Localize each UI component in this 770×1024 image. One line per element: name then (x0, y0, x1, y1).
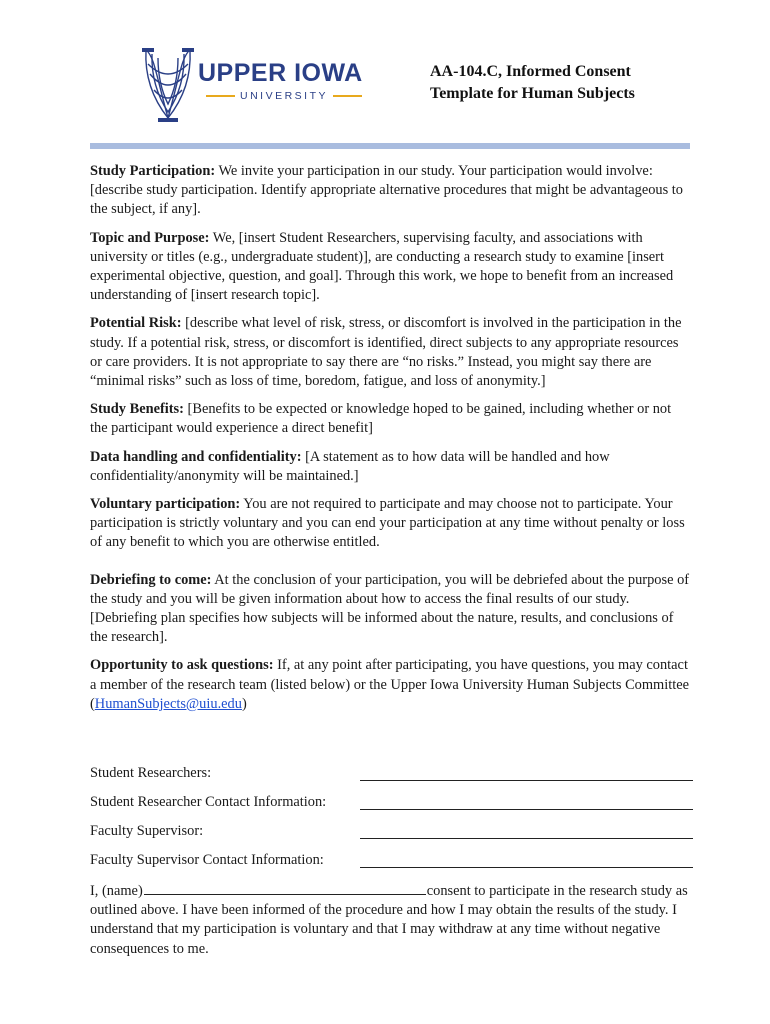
section-heading: Opportunity to ask questions: (90, 657, 274, 674)
field-label: Faculty Supervisor Contact Information: (90, 852, 324, 868)
section-body: If, at any point after participating, you have questions, you may contact a member of the research team (listed below) or the Upper Iowa University Human Subjects Committee ( (90, 657, 690, 712)
document-title (430, 61, 730, 105)
form-row-student-contact (90, 794, 695, 823)
uiu-arch-emblem-icon (140, 44, 196, 124)
document-title-line2: Template for Human Subjects (430, 85, 635, 102)
faculty-contact-field[interactable] (360, 867, 693, 868)
logo-subtitle-text: UNIVERSITY (240, 90, 329, 102)
form-row-faculty-contact (90, 852, 695, 881)
header-divider (90, 143, 690, 149)
section-voluntary-participation (90, 495, 690, 553)
logo-subtitle (206, 90, 362, 102)
field-label: Student Researchers: (90, 765, 212, 781)
consent-statement (90, 880, 690, 959)
logo-rule-left (206, 95, 235, 97)
logo-rule-right (333, 95, 362, 97)
section-study-participation (90, 162, 690, 220)
section-heading: Voluntary participation: (90, 496, 241, 513)
section-heading: Data handling and confidentiality: (90, 448, 302, 465)
signature-form (90, 765, 695, 881)
student-researchers-field[interactable] (360, 780, 693, 781)
document-title-line1: AA-104.C, Informed Consent (430, 63, 631, 80)
field-label: Faculty Supervisor: (90, 823, 204, 839)
logo-wordmark: UPPER IOWA (198, 59, 363, 87)
section-body: You are not required to participate and may choose not to participate. Your participation is strictly voluntary and you can end your participation at any time without penalty or loss of any benefit to which you are otherwise entitled. (90, 496, 685, 551)
section-body: [A statement as to how data will be handled and how confidentiality/anonymity will be maintained.] (90, 448, 610, 484)
form-row-faculty-supervisor (90, 823, 695, 852)
participant-name-field[interactable] (144, 880, 426, 895)
university-logo (140, 44, 380, 124)
email-link[interactable]: HumanSubjects@uiu.edu (94, 695, 242, 712)
section-potential-risk (90, 314, 690, 391)
section-heading: Potential Risk: (90, 315, 182, 332)
section-body: We, [insert Student Researchers, supervising faculty, and associations with university or titles (e.g., undergraduate student)], are conducting a research study to examine [insert experimental objective, question, and goal]. Through this work, we hope to benefit from an increased understanding of [insert research topic]. (90, 229, 674, 304)
section-heading: Study Participation: (90, 163, 216, 179)
field-label: Student Researcher Contact Information: (90, 794, 327, 810)
section-body: At the conclusion of your participation, you will be debriefed about the purpose of the study and you will be given information about how to access the final results of our study. [Debriefing plan specifies how subjects will be informed about the nature, results, and conclusions of the research]. (90, 571, 690, 646)
section-heading: Debriefing to come: (90, 571, 212, 588)
section-questions (90, 656, 690, 714)
student-contact-field[interactable] (360, 809, 693, 810)
section-heading: Topic and Purpose: (90, 229, 210, 246)
faculty-supervisor-field[interactable] (360, 838, 693, 839)
form-row-student-researchers (90, 765, 695, 794)
section-debriefing (90, 571, 690, 648)
section-study-benefits (90, 400, 690, 438)
section-heading: Study Benefits: (90, 401, 184, 418)
section-topic-purpose (90, 229, 690, 306)
section-data-handling (90, 448, 690, 486)
section-body-tail: ) (241, 695, 247, 712)
consent-text: consent to participate in the research study as outlined above. I have been informed of the procedure and how I may obtain the results of the study. I understand that my participation is voluntary and that I may withdraw at any time without negative consequences to me. (90, 883, 688, 957)
section-body: [Benefits to be expected or knowledge hoped to be gained, including whether or not the participant would experience a direct benefit] (90, 401, 672, 437)
section-body: [describe what level of risk, stress, or discomfort is involved in the participation in the study. If a potential risk, stress, or discomfort is identified, direct subjects to any appropriate resources or care providers. It is not appropriate to say there are “no risks.” Instead, you might say there are “minimal risks” such as loss of time, boredom, fatigue, and loss of anonymity.] (90, 315, 682, 390)
consent-sections (90, 162, 690, 723)
consent-prefix: I, (name) (90, 883, 143, 899)
section-body: We invite your participation in our study. Your participation would involve: [describe study participation. Identify appropriate alternative procedures that might be advantageous to the subject, if any]. (90, 163, 684, 218)
